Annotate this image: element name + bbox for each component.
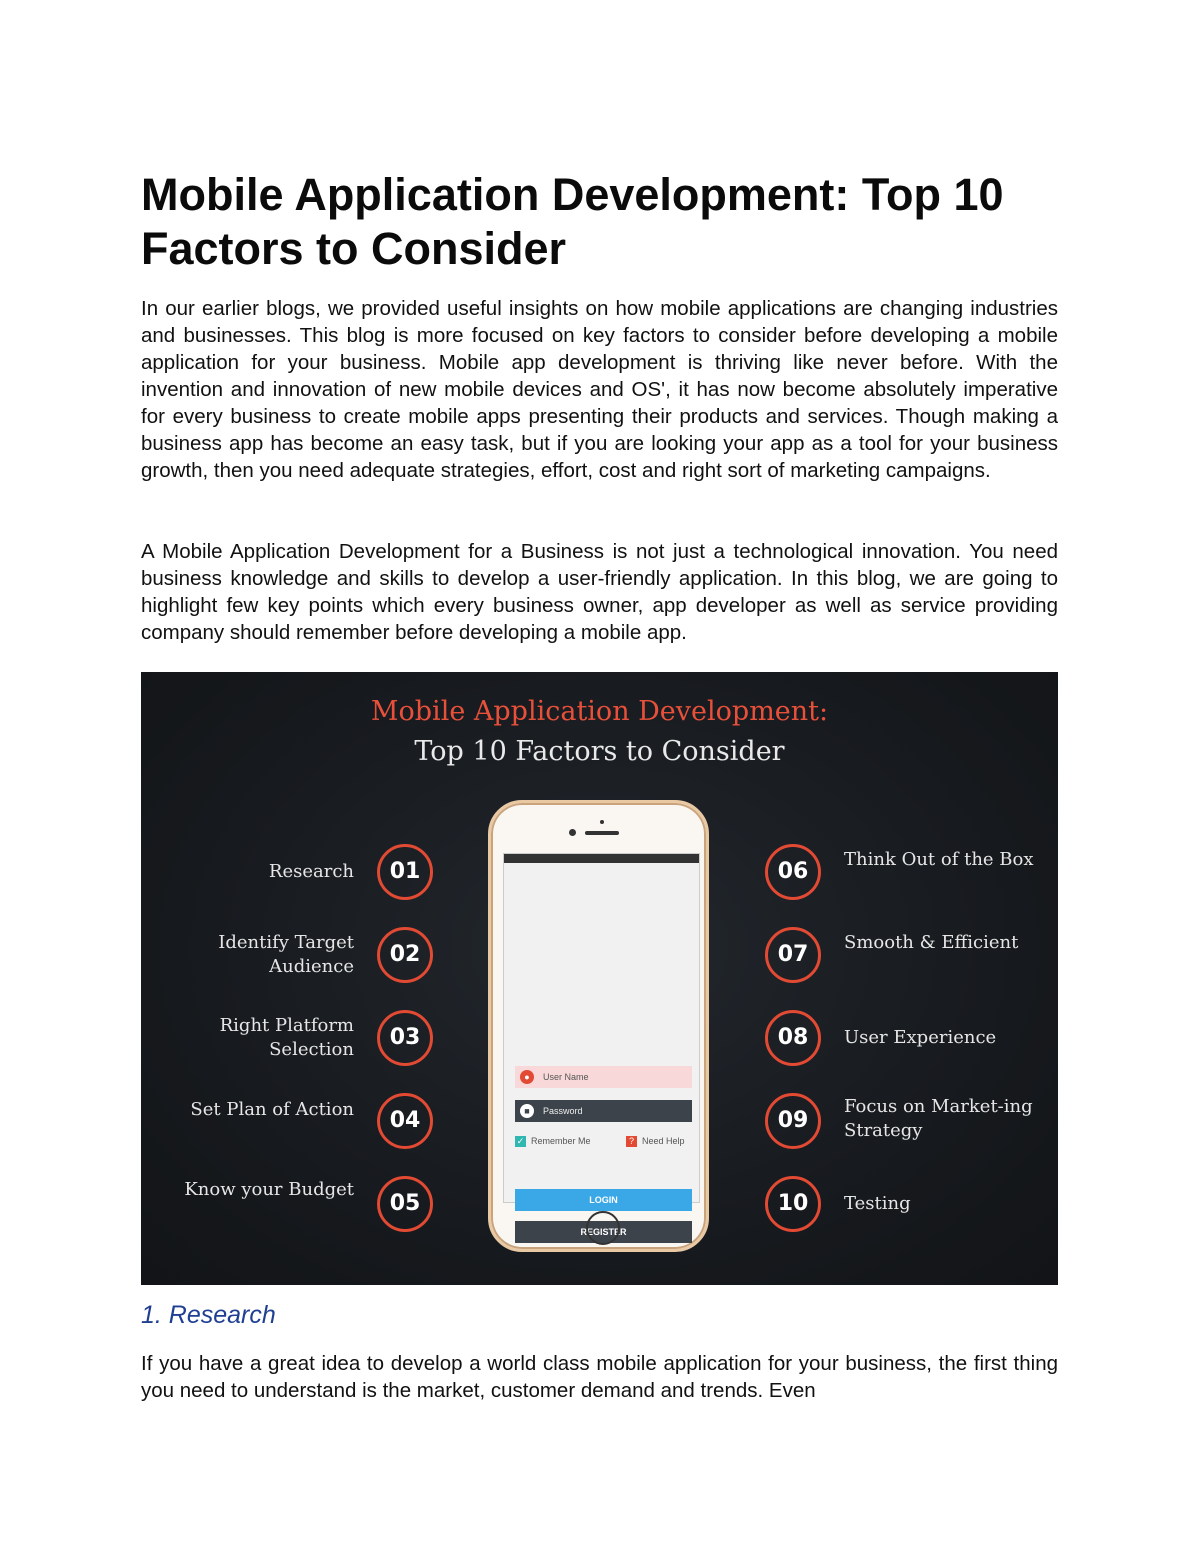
check-icon: ✓ [516, 1136, 525, 1146]
phone-screen [503, 853, 700, 1237]
need-help-label: Need Help [642, 1136, 685, 1146]
user-icon: ● [520, 1070, 534, 1084]
factor-label-08: User Experience [844, 1027, 997, 1048]
factor-number-06: 06 [765, 844, 821, 900]
intro-paragraph-2: A Mobile Application Development for a Business is not just a technological innovation. You need business knowledge and skills to develop a user-friendly application. In this blog, we are going to highlight few key points which every business owner, app developer as well as service providing company should remember before developing a mobile app. [141, 540, 1058, 644]
factor-number-10: 10 [765, 1176, 821, 1232]
help-icon: ? [626, 1136, 637, 1147]
factor-number-07: 07 [765, 927, 821, 983]
factor-label-05: Know your Budget [184, 1179, 354, 1200]
factor-label-01: Research [268, 861, 354, 882]
factor-number-02: 02 [377, 927, 433, 983]
register-button[interactable]: REGISTER [515, 1221, 692, 1243]
factor-label-06: Think Out of the Box [844, 849, 1034, 870]
camera-icon [569, 829, 576, 836]
login-button[interactable]: LOGIN [515, 1189, 692, 1211]
factor-number-03: 03 [377, 1010, 433, 1066]
factor-label-02: Identify Target Audience [218, 932, 354, 977]
factor-number-04: 04 [377, 1093, 433, 1149]
page-title: Mobile Application Development: Top 10 Factors to Consider [141, 169, 1004, 274]
factor-number-01: 01 [377, 844, 433, 900]
speaker-icon [585, 831, 619, 835]
factor-label-09: Focus on Market-ing Strategy [844, 1096, 1033, 1141]
factor-label-04: Set Plan of Action [190, 1099, 354, 1120]
username-placeholder: User Name [543, 1072, 589, 1082]
need-help-link[interactable] [626, 1136, 685, 1146]
lock-icon: ■ [520, 1104, 534, 1118]
factor-number-08: 08 [765, 1010, 821, 1066]
password-field[interactable] [515, 1100, 692, 1122]
infographic-heading: Mobile Application Development: [370, 696, 829, 727]
factor-label-07: Smooth & Efficient [844, 932, 1019, 953]
intro-paragraph: In our earlier blogs, we provided useful insights on how mobile applications are changing industries and businesses. This blog is more focused on key factors to consider before developing a mobile application for your business. Mobile app development is thriving like never before. With the invention and innovation of new mobile devices and OS', it has now become absolutely imperative for every business to create mobile apps presenting their products and services. Though making a business app has become an easy task, but if you are looking your app as a tool for your business growth, then you need adequate strategies, effort, cost and right sort of marketing campaigns. [141, 297, 1058, 482]
remember-me-checkbox[interactable] [515, 1136, 591, 1146]
status-bar [504, 854, 699, 863]
infographic [141, 672, 1058, 1285]
phone-mockup [488, 800, 709, 1252]
factor-label-03: Right Platform Selection [219, 1015, 354, 1060]
section-heading-research: 1. Research [141, 1301, 276, 1329]
username-field[interactable] [515, 1066, 692, 1088]
sensor-dot [600, 820, 604, 824]
password-placeholder: Password [543, 1106, 583, 1116]
remember-me-label: Remember Me [531, 1136, 591, 1146]
research-paragraph: If you have a great idea to develop a world class mobile application for your business, the first thing you need to understand is the market, customer demand and trends. Even [141, 1352, 1058, 1402]
infographic-subheading: Top 10 Factors to Consider [414, 736, 785, 767]
home-button-icon [586, 1211, 620, 1245]
factor-label-10: Testing [844, 1193, 911, 1214]
factor-number-09: 09 [765, 1093, 821, 1149]
factor-number-05: 05 [377, 1176, 433, 1232]
